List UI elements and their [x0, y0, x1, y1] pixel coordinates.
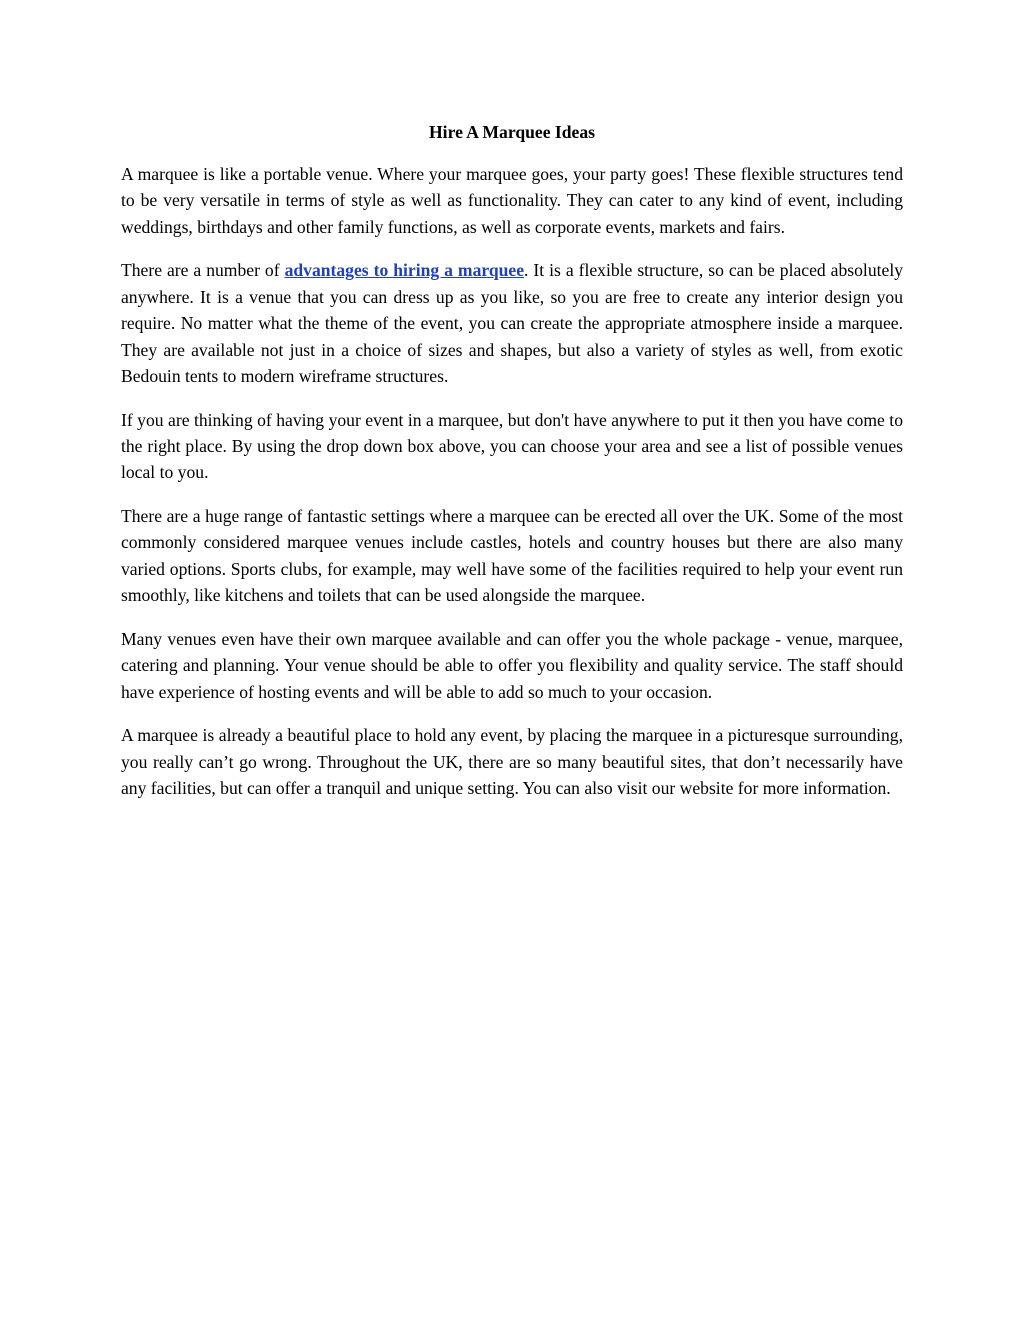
paragraph-2: [121, 257, 903, 389]
paragraph-6: A marquee is already a beautiful place to hold any event, by placing the marquee in a picturesque surrounding, you really can’t go wrong. Throughout the UK, there are so many beautiful sites, that don’t necessarily have any facilities, but can offer a tranquil and unique setting. You can also visit our website for more information.: [121, 725, 903, 799]
advantages-link[interactable]: advantages to hiring a marquee: [284, 260, 525, 281]
document-body: [121, 120, 903, 819]
paragraph-2-rest: . It is a flexible structure, so can be placed absolutely anywhere. It is a venue that you can dress up as you like, so you are free to create any interior design you require. No matter what the theme of the event, you can create the appropriate atmosphere inside a marquee. They are available not just in a choice of sizes and shapes, but also a variety of styles as well, from exotic Bedouin tents to modern wireframe structures.: [121, 260, 904, 387]
paragraph-5: Many venues even have their own marquee available and can offer you the whole package - venue, marquee, catering and planning. Your venue should be able to offer you flexibility and quality service. The staff should have experience of hosting events and will be able to add so much to your occasion.: [121, 628, 903, 702]
paragraph-4: There are a huge range of fantastic settings where a marquee can be erected all over the UK. Some of the most commonly considered marquee venues include castles, hotels and country houses but there are also many varied options. Sports clubs, for example, may well have some of the facilities required to help your event run smoothly, like kitchens and toilets that can be used alongside the marquee.: [121, 506, 903, 606]
paragraph-2-intro: There are a number of: [121, 260, 285, 281]
page-title: Hire A Marquee Ideas: [429, 122, 595, 142]
paragraph-1: A marquee is like a portable venue. Where your marquee goes, your party goes! These flexible structures tend to be very versatile in terms of style as well as functionality. They can cater to any kind of event, including weddings, birthdays and other family functions, as well as corporate events, markets and fairs.: [121, 164, 903, 237]
paragraph-3: If you are thinking of having your event in a marquee, but don't have anywhere to put it then you have come to the right place. By using the drop down box above, you can choose your area and see a list of possible venues local to you.: [121, 409, 903, 483]
